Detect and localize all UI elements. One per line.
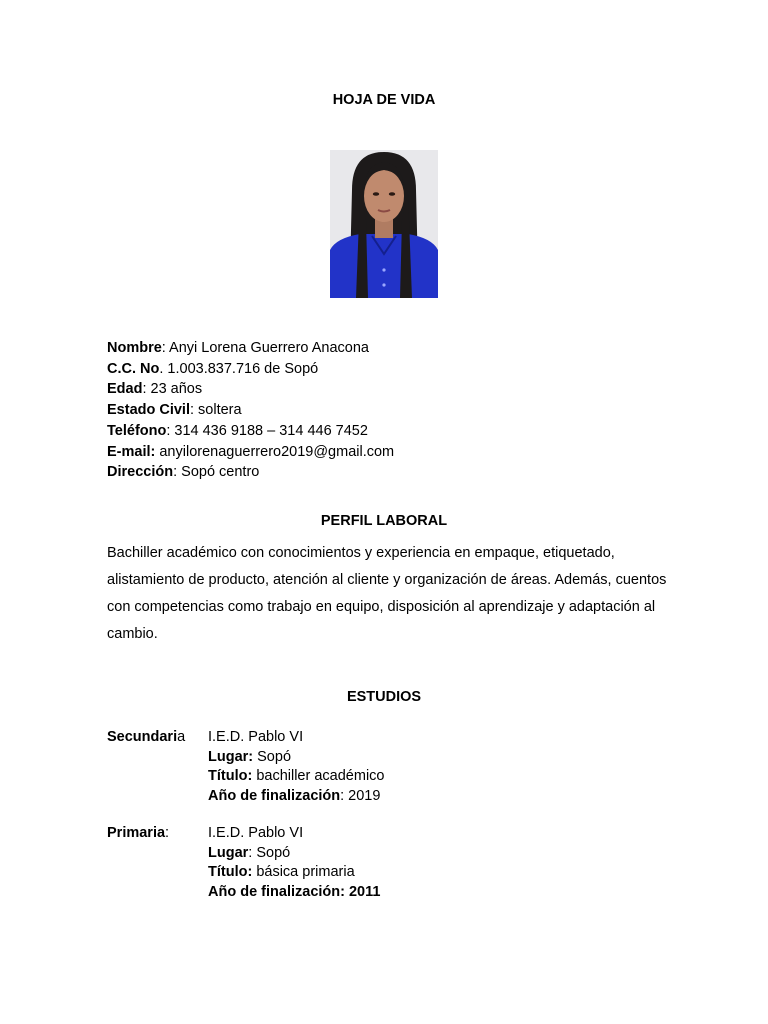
info-row-email: [107, 442, 394, 463]
email-label: E-mail:: [107, 443, 156, 460]
primaria-anio-label: Año de finalización: 2011: [208, 883, 381, 900]
secundaria-details: [208, 728, 384, 806]
primaria-titulo-label: Título:: [208, 864, 253, 880]
edad-label: Edad: [107, 381, 143, 398]
nombre-label: Nombre: [107, 340, 162, 356]
portrait-image: [330, 150, 438, 298]
info-row-direccion: [107, 462, 394, 483]
telefono-label: Teléfono: [107, 422, 167, 439]
secundaria-institution: I.E.D. Pablo VI: [208, 729, 304, 745]
secundaria-anio-value: : 2019: [340, 787, 381, 804]
primaria-titulo-value: básica primaria: [252, 864, 355, 880]
perfil-heading: PERFIL LABORAL: [320, 513, 448, 529]
primaria-anio: [208, 883, 380, 903]
secundaria-level-bold: Secundari: [107, 729, 178, 745]
telefono-value: : 314 436 9188 – 314 446 7452: [166, 422, 368, 439]
info-row-telefono: [107, 421, 394, 442]
primaria-lugar-value: : Sopó: [248, 844, 291, 861]
info-row-nombre: [107, 338, 394, 359]
profile-photo: [330, 150, 438, 298]
primaria-lugar: [208, 844, 380, 864]
primaria-lugar-label: Lugar: [208, 844, 249, 861]
cc-value: . 1.003.837.716 de Sopó: [159, 360, 319, 377]
info-row-edad: [107, 379, 394, 400]
info-row-cc: [107, 359, 394, 380]
secundaria-level: [107, 728, 185, 748]
secundaria-titulo-label: Título:: [208, 768, 253, 784]
cc-label: C.C. No: [107, 360, 160, 377]
estudios-heading: ESTUDIOS: [346, 689, 422, 705]
nombre-value: : Anyi Lorena Guerrero Anacona: [161, 340, 369, 356]
estado-civil-label: Estado Civil: [107, 402, 190, 419]
secundaria-titulo-value: bachiller académico: [252, 768, 385, 784]
secundaria-titulo: [208, 767, 384, 787]
primaria-level-bold: Primaria: [107, 825, 166, 841]
info-row-estado-civil: [107, 400, 394, 421]
primaria-details: [208, 824, 380, 902]
secundaria-level-rest: a: [177, 729, 186, 745]
estado-civil-value: : soltera: [190, 402, 242, 419]
secundaria-lugar-label: Lugar:: [208, 748, 254, 765]
email-value: anyilorenaguerrero2019@gmail.com: [155, 443, 395, 460]
secundaria-lugar: [208, 748, 384, 768]
perfil-text: Bachiller académico con conocimientos y experiencia en empaque, etiquetado, alistamiento de producto, atención al cliente y organización de áreas. Además, cuentos con competencias como trabajo en equipo, disposición al aprendizaje y adaptación al cambio.: [107, 545, 667, 642]
edad-value: : 23 años: [142, 381, 203, 398]
primaria-level: [107, 824, 169, 844]
page-title: HOJA DE VIDA: [332, 92, 436, 108]
secundaria-anio-label: Año de finalización: [208, 787, 341, 804]
direccion-label: Dirección: [107, 464, 174, 481]
personal-info: [107, 338, 394, 483]
primaria-level-rest: :: [165, 825, 170, 841]
direccion-value: : Sopó centro: [173, 464, 260, 481]
secundaria-anio: [208, 787, 384, 807]
primaria-titulo: [208, 863, 380, 883]
secundaria-lugar-value: Sopó: [253, 748, 292, 765]
primaria-institution: I.E.D. Pablo VI: [208, 825, 304, 841]
